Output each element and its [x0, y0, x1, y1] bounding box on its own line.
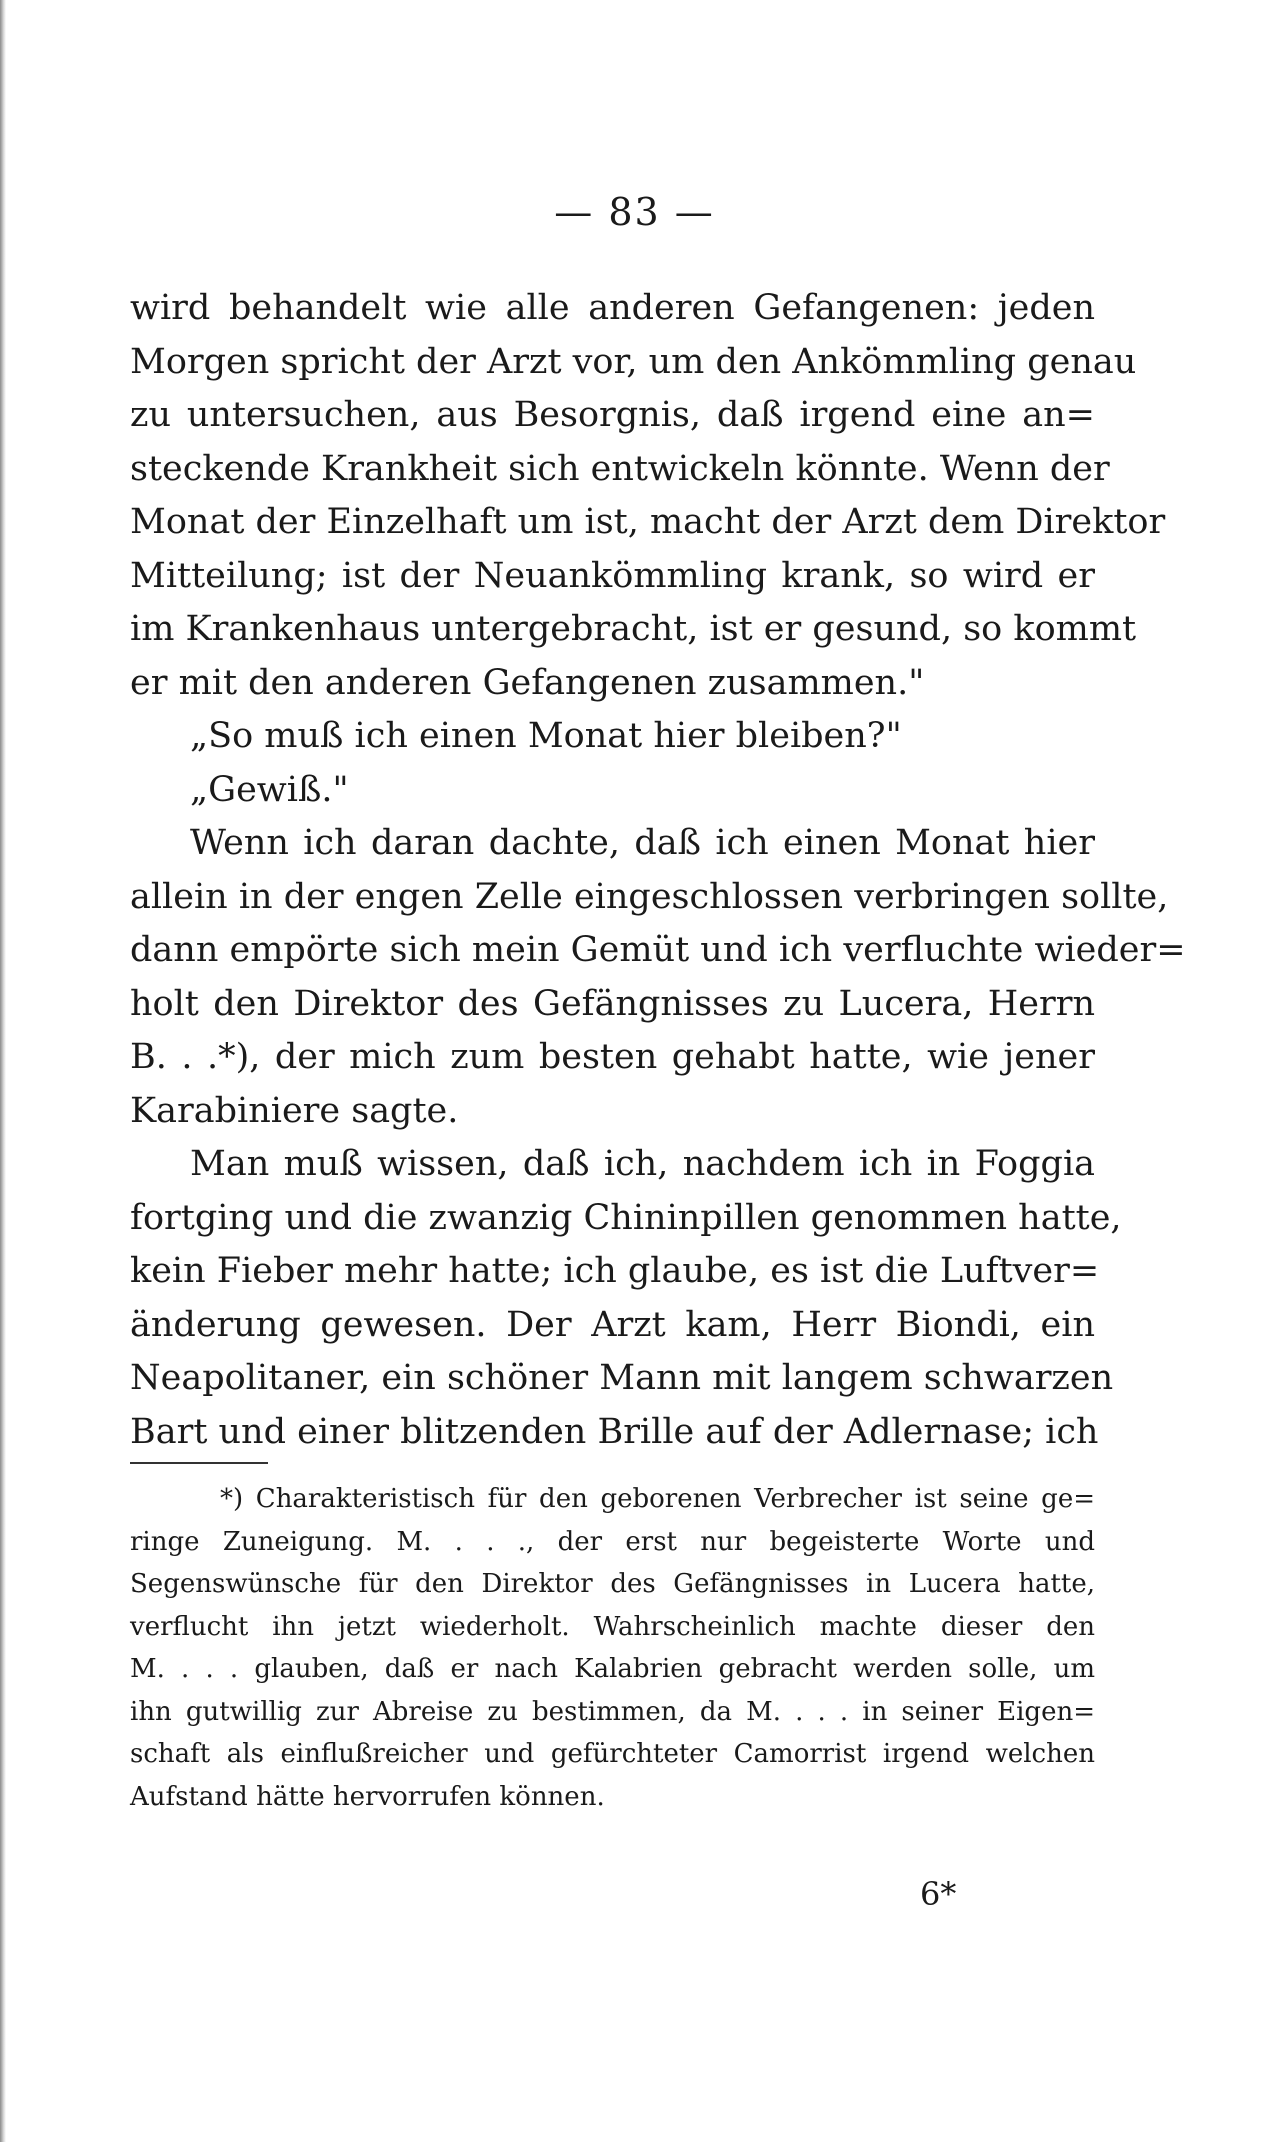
text-line: „Gewiß."	[190, 769, 349, 810]
footnote-line: ihn gutwillig zur Abreise zu bestimmen, da M. . . . in seiner Eigen=	[130, 1696, 1095, 1727]
text-line: Neapolitaner, ein schöner Mann mit langem schwarzen	[130, 1358, 1114, 1398]
footnote	[130, 1478, 1095, 1818]
signature-mark: 6*	[920, 1875, 957, 1913]
text-line: dann empörte sich mein Gemüt und ich verfluchte wieder=	[130, 930, 1186, 970]
text-line: Bart und einer blitzenden Brille auf der Adlernase; ich	[130, 1411, 1099, 1452]
page-edge-shadow	[0, 0, 6, 2142]
text-line: änderung gewesen. Der Arzt kam, Herr Biondi, ein	[130, 1304, 1095, 1345]
text-line: allein in der engen Zelle eingeschlossen verbringen sollte,	[130, 876, 1169, 917]
text-line: kein Fieber mehr hatte; ich glaube, es ist die Luftver=	[130, 1251, 1100, 1291]
text-line: steckende Krankheit sich entwickeln könnte. Wenn der	[130, 448, 1110, 489]
text-line: Monat der Einzelhaft um ist, macht der Arzt dem Direktor	[130, 502, 1166, 542]
page-number: — 83 —	[554, 190, 715, 234]
footnote-line: M. . . . glauben, daß er nach Kalabrien gebracht werden solle, um	[130, 1654, 1095, 1684]
text-line: er mit den anderen Gefangenen zusammen."	[130, 662, 925, 703]
footnote-line: *) Charakteristisch für den geborenen Verbrecher ist seine ge=	[220, 1484, 1095, 1514]
text-line: „So muß ich einen Monat hier bleiben?"	[190, 716, 902, 756]
text-line: fortging und die zwanzig Chininpillen genommen hatte,	[130, 1197, 1122, 1238]
text-line: B. . .*), der mich zum besten gehabt hatte, wie jener	[130, 1037, 1095, 1077]
footnote-line: verflucht ihn jetzt wiederholt. Wahrscheinlich machte dieser den	[130, 1611, 1095, 1642]
footnote-line: Segenswünsche für den Direktor des Gefängnisses in Lucera hatte,	[130, 1569, 1095, 1599]
text-line: holt den Direktor des Gefängnisses zu Lucera, Herrn	[130, 983, 1095, 1024]
text-line: Mitteilung; ist der Neuankömmling krank, so wird er	[130, 555, 1095, 596]
footnote-rule	[130, 1462, 268, 1464]
text-line: im Krankenhaus untergebracht, ist er gesund, so kommt	[130, 609, 1137, 649]
text-line: Wenn ich daran dachte, daß ich einen Monat hier	[190, 823, 1095, 863]
footnote-line: ringe Zuneigung. M. . . ., der erst nur begeisterte Worte und	[130, 1526, 1095, 1557]
text-line: Karabiniere sagte.	[130, 1090, 459, 1131]
main-text	[130, 282, 1186, 1459]
text-line: zu untersuchen, aus Besorgnis, daß irgend eine an=	[130, 395, 1095, 435]
footnote-line: schaft als einflußreicher und gefürchteter Camorrist irgend welchen	[130, 1739, 1095, 1769]
footnote-line: Aufstand hätte hervorrufen können.	[130, 1781, 605, 1812]
text-line: Man muß wissen, daß ich, nachdem ich in Foggia	[190, 1144, 1095, 1184]
text-line: Morgen spricht der Arzt vor, um den Ankömmling genau	[130, 341, 1137, 382]
text-line: wird behandelt wie alle anderen Gefangenen: jeden	[130, 288, 1095, 328]
